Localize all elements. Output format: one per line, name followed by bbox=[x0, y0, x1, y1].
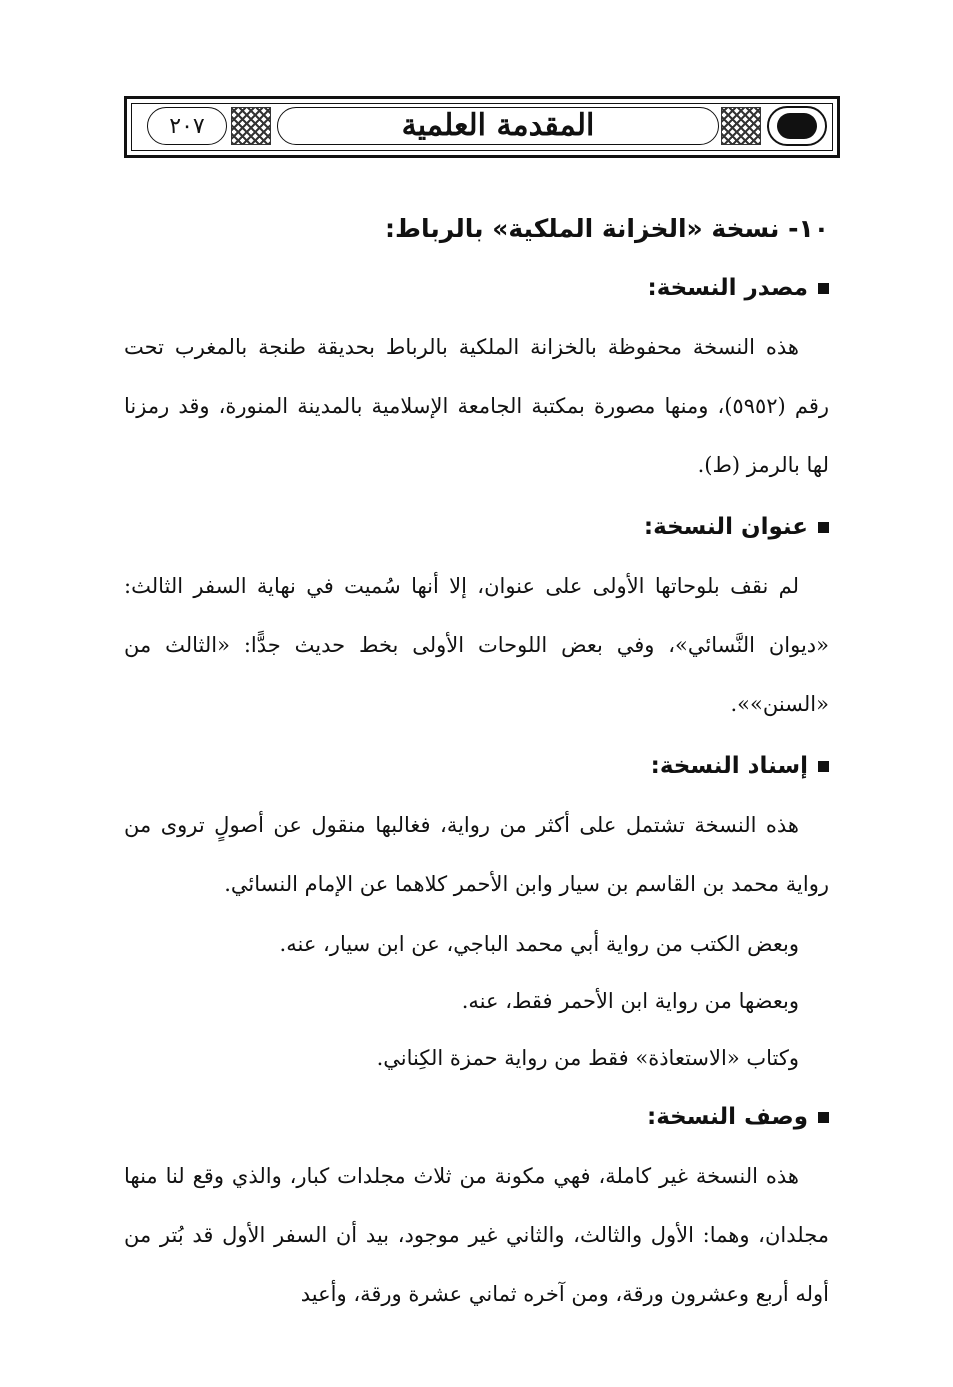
page-body bbox=[124, 200, 829, 1326]
isnad-line: وكتاب «الاستعاذة» فقط من رواية حمزة الكِناني. bbox=[376, 1046, 799, 1070]
emblem-icon bbox=[767, 106, 827, 146]
isnad-line: وبعضها من رواية ابن الأحمر فقط، عنه. bbox=[461, 989, 799, 1013]
ornament-icon bbox=[231, 107, 271, 145]
description-paragraph: هذه النسخة غير كاملة، فهي مكونة من ثلاث مجلدات كبار، والذي وقع لنا منها مجلدان، وهما: الأول والثالث، والثاني غير موجود، بيد أن السفر الأول قد بُتر من أوله أربع وعشرون ورقة، ومن آخره ثماني عشرة ورقة، وأعيد bbox=[124, 1164, 829, 1306]
subheading-title: عنوان النسخة: bbox=[124, 497, 829, 557]
running-title: المقدمة العلمية bbox=[277, 107, 719, 145]
square-bullet-icon bbox=[818, 522, 829, 533]
section-heading: ١٠- نسخة «الخزانة الملكية» بالرباط: bbox=[385, 214, 829, 243]
square-bullet-icon bbox=[818, 1112, 829, 1123]
subheading-isnad: إسناد النسخة: bbox=[124, 736, 829, 796]
subheading-source: مصدر النسخة: bbox=[124, 258, 829, 318]
square-bullet-icon bbox=[818, 283, 829, 294]
title-paragraph: لم نقف بلوحاتها الأولى على عنوان، إلا أنها سُميت في نهاية السفر الثالث: «ديوان النَّسائي»، وفي بعض اللوحات الأولى بخط حديث جدًّا: «الثالث من «السنن»». bbox=[124, 574, 829, 716]
square-bullet-icon bbox=[818, 761, 829, 772]
page-number: ٢٠٧ bbox=[147, 107, 227, 145]
ornament-icon bbox=[721, 107, 761, 145]
isnad-paragraph: هذه النسخة تشتمل على أكثر من رواية، فغالبها منقول عن أصولٍ تروى من رواية محمد بن القاسم بن سيار وابن الأحمر كلاهما عن الإمام النسائي. bbox=[124, 813, 829, 896]
isnad-line: وبعض الكتب من رواية أبي محمد الباجي، عن ابن سيار، عنه. bbox=[279, 932, 799, 956]
subheading-description: وصف النسخة: bbox=[124, 1087, 829, 1147]
page-header bbox=[124, 96, 840, 158]
source-paragraph: هذه النسخة محفوظة بالخزانة الملكية بالرباط بحديقة طنجة بالمغرب تحت رقم (٥٩٥٢)، ومنها مصورة بمكتبة الجامعة الإسلامية بالمدينة المنورة، وقد رمزنا لها بالرمز (ط). bbox=[124, 335, 829, 477]
